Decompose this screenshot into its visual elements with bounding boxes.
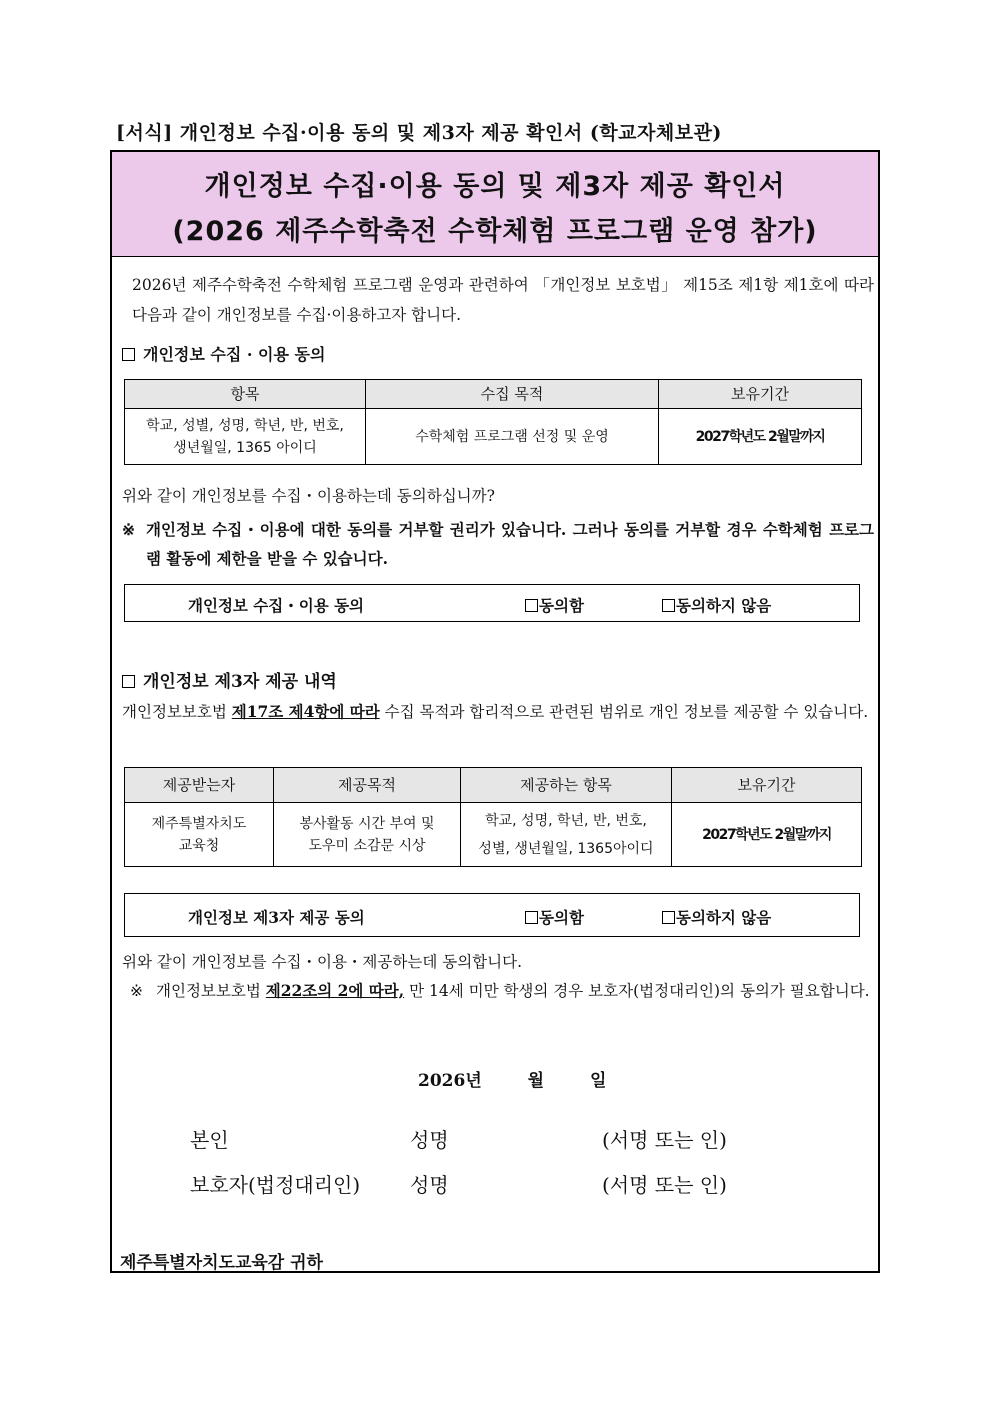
table-cell-recipient	[125, 803, 274, 867]
title-line1: 개인정보 수집·이용 동의 및 제3자 제공 확인서	[204, 171, 786, 202]
signature-field[interactable]: (서명 또는 인)	[602, 1173, 727, 1197]
age-note	[130, 978, 874, 1004]
note-text: 개인정보보호법	[156, 982, 266, 1000]
reference-mark: ※	[122, 520, 135, 539]
desc-text: 수집 목적과 합리적으로 관련된 범위로 개인 정보를 제공할 수 있습니다.	[379, 703, 869, 721]
table-header: 제공받는자	[125, 768, 274, 803]
note-text: 만 14세 미만 학생의 경우 보호자(법정대리인)의 동의가 필요합니다.	[404, 982, 870, 1000]
law-reference: 제17조 제4항에 따라	[231, 702, 380, 721]
checkbox-icon[interactable]	[525, 911, 538, 924]
consent-label: 개인정보 제3자 제공 동의	[188, 908, 365, 927]
table-cell-retention: 2027학년도 2월말까지	[672, 803, 862, 867]
cell-line: 생년월일, 1365 아이디	[173, 439, 317, 456]
agree-label: 동의함	[539, 908, 584, 927]
title-line2: (2026 제주수학축전 수학체험 프로그램 운영 참가)	[172, 216, 818, 247]
agree-option[interactable]	[525, 906, 584, 928]
reference-mark: ※	[130, 982, 143, 1000]
table-cell-items	[125, 409, 366, 465]
collection-table	[124, 379, 862, 465]
checkbox-icon[interactable]	[662, 911, 675, 924]
date-year: 2026년	[418, 1071, 482, 1091]
table-header: 보유기간	[672, 768, 862, 803]
consent-question: 위와 같이 개인정보를 수집・이용하는데 동의하십니까?	[122, 487, 495, 505]
section2-heading	[122, 667, 337, 692]
table-cell-retention: 2027학년도 2월말까지	[659, 409, 862, 465]
signature-name-label[interactable]: 성명	[410, 1128, 449, 1152]
disagree-option[interactable]	[662, 906, 771, 928]
disagree-option[interactable]	[662, 594, 771, 616]
table-header: 제공목적	[274, 768, 461, 803]
age-note-text	[156, 978, 874, 1004]
cell-line: 봉사활동 시간 부여 및	[299, 815, 435, 832]
warning-text: 개인정보 수집・이용에 대한 동의를 거부할 권리가 있습니다. 그러나 동의를 거부할 경우 수학체험 프로그램 활동에 제한을 받을 수 있습니다.	[146, 520, 874, 568]
title-box	[112, 152, 878, 257]
form-label: [서식] 개인정보 수집·이용 동의 및 제3자 제공 확인서 (학교자체보관)	[116, 122, 722, 144]
consent-row-collection	[124, 584, 860, 622]
consent-label: 개인정보 수집・이용 동의	[188, 596, 365, 615]
cell-line: 학교, 성별, 성명, 학년, 반, 번호,	[146, 417, 344, 434]
date-day: 일	[590, 1071, 607, 1091]
checkbox-icon[interactable]	[662, 599, 675, 612]
table-header: 항목	[125, 380, 366, 409]
square-bullet-icon	[122, 348, 135, 361]
section2-heading-text: 개인정보 제3자 제공 내역	[143, 672, 337, 692]
table-cell-items	[461, 803, 672, 867]
checkbox-icon[interactable]	[525, 599, 538, 612]
warning-note	[122, 515, 874, 573]
intro-paragraph: 2026년 제주수학축전 수학체험 프로그램 운영과 관련하여 「개인정보 보호법」 제15조 제1항 제1호에 따라 다음과 같이 개인정보를 수집·이용하고자 합니다.	[132, 276, 874, 324]
square-bullet-icon	[122, 675, 135, 688]
disagree-label: 동의하지 않음	[676, 908, 772, 927]
closing-statement: 위와 같이 개인정보를 수집・이용・제공하는데 동의합니다.	[122, 953, 523, 971]
law-reference: 제22조의 2에 따라,	[265, 981, 405, 1000]
signature-field[interactable]: (서명 또는 인)	[602, 1128, 727, 1152]
table-header: 보유기간	[659, 380, 862, 409]
document-frame	[110, 150, 880, 1273]
cell-line: 도우미 소감문 시상	[308, 837, 426, 854]
date-month: 월	[527, 1071, 545, 1091]
table-header: 수집 목적	[366, 380, 659, 409]
third-party-table	[124, 767, 862, 867]
section2-description	[122, 697, 874, 727]
signature-role: 본인	[190, 1128, 229, 1152]
table-cell-purpose: 수학체험 프로그램 선정 및 운영	[366, 409, 659, 465]
addressee: 제주특별자치도교육감 귀하	[120, 1253, 323, 1273]
table-header: 제공하는 항목	[461, 768, 672, 803]
cell-line: 학교, 성명, 학년, 반, 번호,	[485, 812, 647, 829]
agree-label: 동의함	[539, 596, 584, 615]
cell-line: 제주특별자치도	[151, 815, 247, 832]
signature-name-label[interactable]: 성명	[410, 1173, 449, 1197]
section1-heading-text: 개인정보 수집 · 이용 동의	[143, 345, 326, 364]
cell-line: 성별, 생년월일, 1365아이디	[478, 840, 654, 857]
consent-row-third-party	[124, 893, 860, 937]
desc-text: 개인정보보호법	[122, 703, 232, 721]
date-line	[418, 1066, 606, 1091]
disagree-label: 동의하지 않음	[676, 596, 772, 615]
agree-option[interactable]	[525, 594, 584, 616]
section1-heading	[122, 342, 325, 365]
cell-line: 교육청	[178, 837, 220, 854]
signature-role: 보호자(법정대리인)	[190, 1173, 361, 1197]
table-cell-purpose	[274, 803, 461, 867]
